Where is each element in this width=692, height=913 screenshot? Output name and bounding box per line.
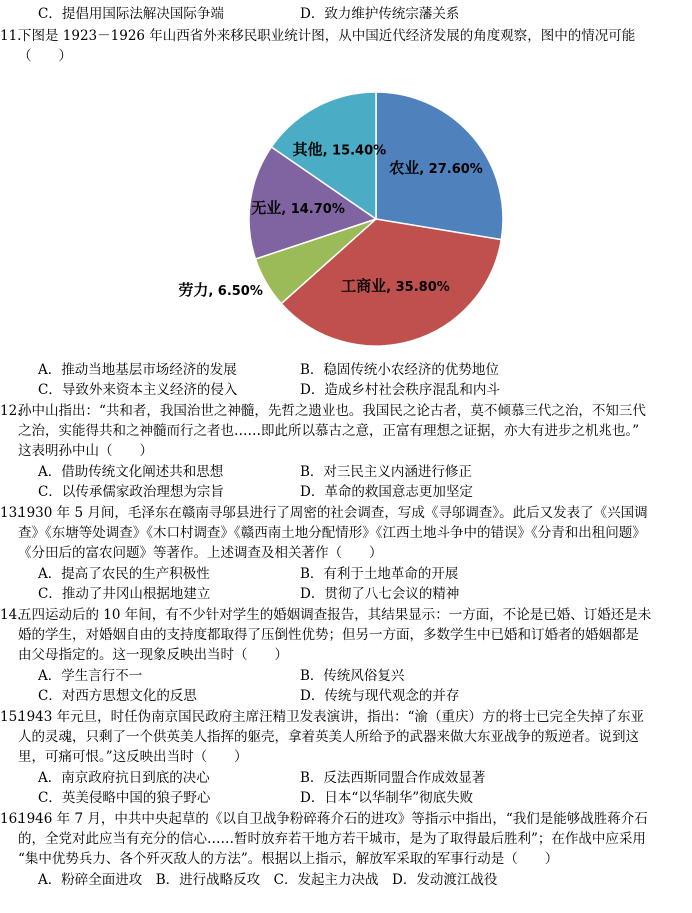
q13-stem: [0, 503, 648, 523]
q15-option-b: B．反法西斯同盟合作成效显著: [300, 770, 486, 786]
q16-options: A．粉碎全面进攻 B．进行战略反攻 C．发起主力决战 D．发动渡江战役: [38, 872, 498, 888]
q14-line3: 由父母指定的。这一现象反映出当时（ ）: [18, 647, 288, 663]
q16-line1: 1946 年 7 月，中共中央起草的《以自卫战争粉碎蒋介石的进攻》等指示中指出，“我们是能够战胜蒋介石: [18, 811, 648, 827]
q14-line1: 五四运动后的 10 年间，有不少针对学生的婚姻调查报告，其结果显示：一方面，不论是已婚、订婚还是未: [18, 607, 652, 623]
q16-line3: “集中优势兵力、各个歼灭敌人的方法”。根据以上指示，解放军采取的军事行动是（ ）: [18, 851, 559, 867]
q15-option-a: A．南京政府抗日到底的决心: [38, 770, 210, 786]
q14-option-b: B．传统风俗复兴: [300, 668, 405, 684]
q12-line2: 之治，实能得共和之神髓而行之者也……即此所以慕古之意，正富有理想之证据，亦大有进步之机兆也。”: [18, 423, 640, 439]
q12-number: 12.: [0, 403, 22, 419]
q16-stem: [0, 809, 648, 829]
q12-option-b: B．对三民主义内涵进行修正: [300, 464, 472, 480]
pie-svg: [178, 78, 520, 378]
q12-stem: [0, 401, 646, 421]
q13-line2: 查》《东塘等处调查》《木口村调查》《赣西南土地分配情形》《江西土地斗争中的错误》《分青和出租问题》: [18, 525, 646, 541]
q13-option-d: D．贯彻了八七会议的精神: [300, 586, 460, 602]
q12-option-d: D．革命的救国意志更加坚定: [300, 484, 473, 500]
q13-option-c: C．推动了井冈山根据地建立: [38, 586, 211, 602]
q15-line1: 1943 年元旦，时任伪南京国民政府主席汪精卫发表演讲，指出：“渝（重庆）方的将士已完全失掉了东亚: [18, 709, 645, 725]
q16-line2: 的，全党对此应当有充分的信心……暂时放弃若干地方若干城市，是为了取得最后胜利”；在作战中应采用: [18, 831, 646, 847]
q11-stem: [0, 26, 635, 46]
q15-line3: 里，可痛可恨。”这反映出当时（ ）: [18, 749, 248, 765]
q11-option-a: A．推动当地基层市场经济的发展: [38, 362, 237, 378]
q13-line1: 1930 年 5 月间，毛泽东在赣南寻邬县进行了周密的社会调查，写成《寻邬调查》。此后又发表了《兴国调: [18, 505, 648, 521]
pie-label-4: 其他, 15.40%: [292, 140, 387, 159]
q15-stem: [0, 707, 644, 727]
q12-option-a: A．借助传统文化阐述共和思想: [38, 464, 224, 480]
q11-number: 11.: [0, 28, 22, 44]
q10-option-d: D．致力维护传统宗藩关系: [300, 6, 460, 22]
q15-option-c: C．英美侵略中国的狼子野心: [38, 790, 211, 806]
q11-option-d: D．造成乡村社会秩序混乱和内斗: [300, 382, 500, 398]
q14-number: 14.: [0, 607, 22, 623]
q15-line2: 人的灵魂，只剩了一个供英美人指挥的躯壳，拿着英美人所给予的武器来做大东亚战争的叛逆者。说到这: [18, 729, 639, 745]
q14-line2: 婚的学生，对婚姻自由的支持度都取得了压倒性优势；但另一方面，多数学生中已婚和订婚者的婚姻都是: [18, 627, 639, 643]
q13-option-a: A．提高了农民的生产积极性: [38, 566, 210, 582]
q12-line1: 孙中山指出：“共和者，我国治世之神髓，先哲之遗业也。我国民之论古者，莫不倾慕三代之治，不知三代: [18, 403, 646, 419]
q12-option-c: C．以传承儒家政治理想为宗旨: [38, 484, 224, 500]
pie-label-3: 无业, 14.70%: [251, 198, 345, 217]
migrant-occupation-pie-chart: [178, 78, 520, 378]
q12-line3: 这表明孙中山（ ）: [18, 443, 153, 459]
pie-label-2: 劳力, 6.50%: [178, 281, 263, 300]
q13-line3: 《分田后的富农问题》等著作。上述调查及相关著作（ ）: [18, 545, 383, 561]
pie-label-1: 工商业, 35.80%: [341, 277, 450, 296]
pie-label-0: 农业, 27.60%: [389, 159, 483, 178]
q11-stem-line2: （ ）: [18, 48, 72, 64]
q16-number: 16.: [0, 811, 22, 827]
q11-option-b: B．稳固传统小农经济的优势地位: [300, 362, 499, 378]
q10-option-c: C．提倡用国际法解决国际争端: [38, 6, 224, 22]
q14-option-c: C．对西方思想文化的反思: [38, 688, 197, 704]
q14-stem: [0, 605, 651, 625]
q11-option-c: C．导致外来资本主义经济的侵入: [38, 382, 238, 398]
q15-option-d: D．日本“以华制华”彻底失败: [300, 790, 474, 806]
q14-option-a: A．学生言行不一: [38, 668, 143, 684]
q15-number: 15.: [0, 709, 22, 725]
q13-option-b: B．有利于土地革命的开展: [300, 566, 459, 582]
q11-stem-line1: 下图是 1923－1926 年山西省外来移民职业统计图，从中国近代经济发展的角度观察，图中的情况可能: [18, 28, 636, 44]
q13-number: 13.: [0, 505, 22, 521]
q14-option-d: D．传统与现代观念的并存: [300, 688, 460, 704]
